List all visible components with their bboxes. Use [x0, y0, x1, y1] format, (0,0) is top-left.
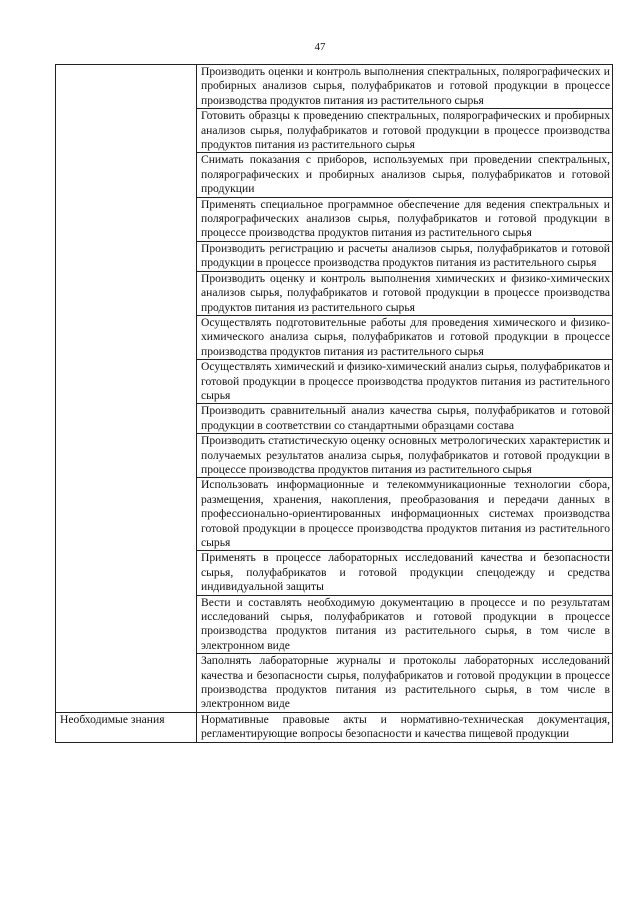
- skill-cell: Производить оценку и контроль выполнения химических и физико-химических анализов сырья, полуфабрикатов и готовой продукции в процессе производства продуктов питания из растительного сырья: [197, 271, 613, 315]
- skill-cell: Вести и составлять необходимую документацию в процессе и по результатам исследований сырья, полуфабрикатов и готовой продукции в процессе производства продуктов питания из растительного сырья, в том числе в электронном виде: [197, 595, 613, 654]
- knowledge-cell: Нормативные правовые акты и нормативно-техническая документация, регламентирующие вопросы безопасности и качества пищевой продукции: [197, 712, 613, 742]
- skill-cell: Готовить образцы к проведению спектральных, полярографических и пробирных анализов сырья, полуфабрикатов и готовой продукции в процессе производства продуктов питания из растительного сырья: [197, 109, 613, 153]
- knowledge-label: Необходимые знания: [56, 712, 197, 742]
- skill-cell: Производить статистическую оценку основных метрологических характеристик и получаемых результатов анализа сырья, полуфабрикатов и готовой продукции в процессе производства продуктов питания из растительного сырья: [197, 434, 613, 478]
- skill-cell: Применять специальное программное обеспечение для ведения спектральных и полярографических анализов сырья, полуфабрикатов и готовой продукции в процессе производства продуктов питания из растительного сырья: [197, 197, 613, 241]
- knowledge-row: [56, 712, 613, 742]
- requirements-table: [55, 64, 613, 743]
- skill-cell: Применять в процессе лабораторных исследований качества и безопасности сырья, полуфабрикатов и готовой продукции спецодежду и средства индивидуальной защиты: [197, 551, 613, 595]
- skill-cell: Осуществлять подготовительные работы для проведения химического и физико-химического анализа сырья, полуфабрикатов и готовой продукции в процессе производства продуктов питания из растительного сырья: [197, 315, 613, 359]
- skill-cell: Снимать показания с приборов, используемых при проведении спектральных, полярографических и пробирных анализов сырья, полуфабрикатов и готовой продукции: [197, 153, 613, 197]
- skill-cell: Заполнять лабораторные журналы и протоколы лабораторных исследований качества и безопасности сырья, полуфабрикатов и готовой продукции в процессе производства продуктов питания из растительного сырья, в том числе в электронном виде: [197, 654, 613, 713]
- skills-label-cell: [56, 65, 197, 713]
- page-number: 47: [314, 41, 326, 53]
- skill-cell: Использовать информационные и телекоммуникационные технологии сбора, размещения, хранения, накопления, преобразования и передачи данных в профессионально-ориентированных информационных системах производства готовой продукции в процессе производства продуктов питания из растительного сырья: [197, 478, 613, 551]
- skill-cell: Производить оценки и контроль выполнения спектральных, полярографических и пробирных анализов сырья, полуфабрикатов и готовой продукции в процессе производства продуктов питания из растительного сырья: [197, 65, 613, 109]
- skill-cell: Производить сравнительный анализ качества сырья, полуфабрикатов и готовой продукции в соответствии со стандартными образцами состава: [197, 404, 613, 434]
- skill-cell: Производить регистрацию и расчеты анализов сырья, полуфабрикатов и готовой продукции в процессе производства продуктов питания из растительного сырья: [197, 241, 613, 271]
- skill-cell: Осуществлять химический и физико-химический анализ сырья, полуфабрикатов и готовой продукции в процессе производства продуктов питания из растительного сырья: [197, 360, 613, 404]
- table-row: [56, 65, 613, 109]
